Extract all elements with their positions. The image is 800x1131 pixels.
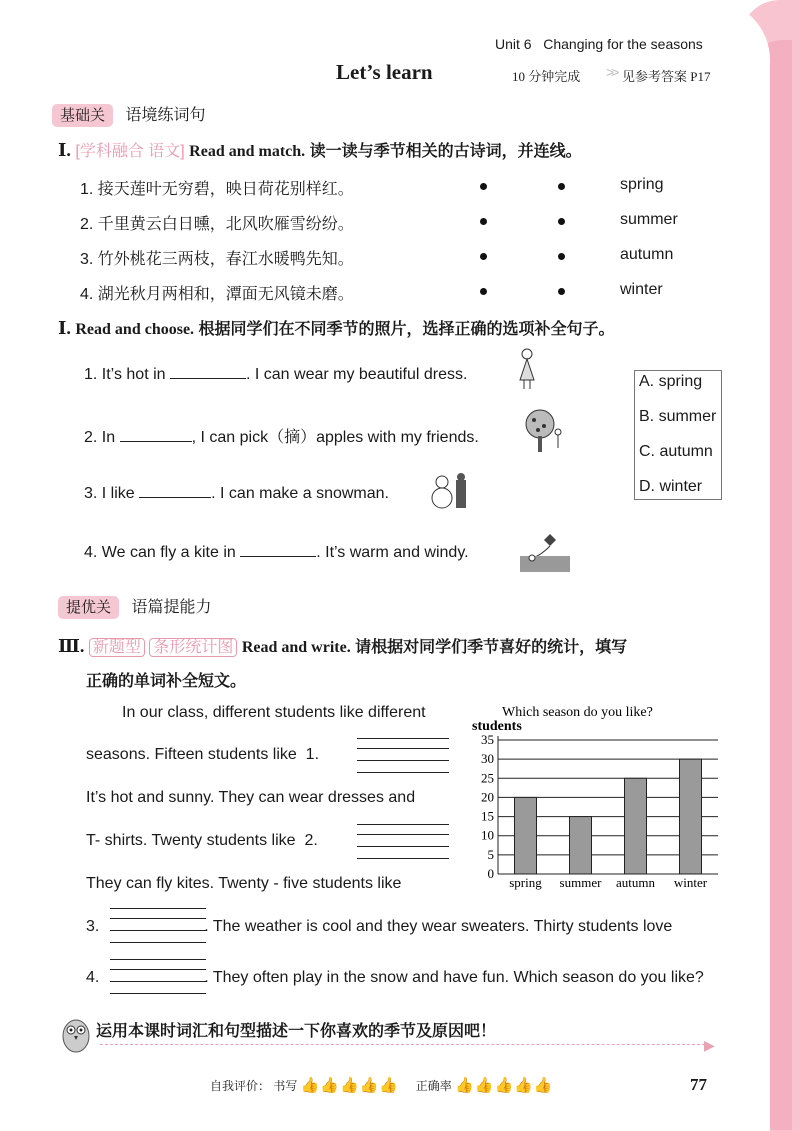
bar-chart-tag: 条形统计图 (149, 638, 237, 657)
part2-heading: Ⅰ. Read and choose. 根据同学们在不同季节的照片，选择正确的选项补全句子。 (58, 318, 615, 338)
chart-ytick-label: 25 (481, 770, 494, 786)
arrow-icon: ▶ (704, 1037, 715, 1053)
writing-line[interactable] (110, 908, 206, 909)
options-box (634, 370, 722, 500)
owl-mascot-icon (60, 1012, 92, 1054)
passage-line: It’s hot and sunny. They can wear dresses and (86, 789, 416, 806)
match-dot-left[interactable] (480, 218, 487, 225)
question-3: 3. I like . I can make a snowman. (84, 485, 389, 502)
chart-ytick-label: 15 (481, 808, 494, 824)
chart-ytick-label: 10 (481, 827, 494, 843)
writing-line[interactable] (110, 918, 206, 919)
option-d: D. winter (639, 478, 703, 495)
writing-line[interactable] (110, 981, 206, 982)
writing-line[interactable] (357, 824, 449, 825)
writing-line[interactable] (357, 738, 449, 739)
page-title: Let’s learn (336, 60, 433, 84)
answer-blank[interactable] (120, 427, 192, 442)
answer-blank[interactable] (240, 542, 316, 557)
kite-picture (520, 532, 570, 572)
passage-line: seasons. Fifteen students like 1. (86, 746, 320, 763)
writing-line[interactable] (357, 772, 449, 773)
section-advanced (58, 594, 211, 617)
chart-ytick-label: 5 (487, 846, 494, 862)
time-note: 10 分钟完成 (512, 69, 581, 84)
question-1: 1. It’s hot in . I can wear my beautiful dress. (84, 366, 468, 383)
section-subtitle: 语境练词句 (125, 107, 206, 124)
option-b: B. summer (639, 408, 717, 425)
season-word: winter (620, 281, 663, 298)
poem-line: 2. 千里黄云白日曛，北风吹雁雪纷纷。 (80, 216, 354, 233)
chart-bar-summer (570, 817, 592, 874)
season-word: autumn (620, 246, 674, 263)
writing-line[interactable] (110, 993, 206, 994)
writing-line[interactable] (110, 959, 206, 960)
apple-tree-picture (520, 408, 566, 454)
chart-title: Which season do you like? (502, 705, 653, 720)
answer-blank[interactable] (170, 364, 246, 379)
part1-heading: Ⅰ. [学科融合 语文] Read and match. 读一读与季节相关的古诗词，并连线。 (58, 140, 582, 160)
writing-line[interactable] (357, 760, 449, 761)
option-c: C. autumn (639, 443, 713, 460)
chart-ytick-label: 30 (481, 751, 494, 767)
option-a: A. spring (639, 373, 703, 390)
match-dot-right[interactable] (558, 183, 565, 190)
passage-line: 3. . The weather is cool and they wear sweaters. Thirty students love (86, 918, 673, 935)
thumbs-up-icon[interactable]: 👍👍👍👍👍 (300, 1077, 400, 1094)
dashed-divider (100, 1044, 710, 1045)
chart-ytick-label: 20 (481, 789, 494, 805)
thumbs-up-icon[interactable]: 👍👍👍👍👍 (455, 1077, 554, 1094)
new-type-tag: 新题型 (89, 638, 145, 657)
chart-bar-winter (680, 759, 702, 874)
passage-line: In our class, different students like different (122, 704, 426, 721)
chart-bar-spring (515, 797, 537, 874)
chart-ylabel: students (472, 719, 522, 734)
season-word: spring (620, 176, 664, 193)
chart-ytick-label: 0 (487, 866, 494, 881)
match-dot-left[interactable] (480, 288, 487, 295)
section-badge: 提优关 (58, 596, 119, 619)
chart-xtick-label: autumn (616, 875, 655, 890)
writing-line[interactable] (110, 969, 206, 970)
passage-line: T- shirts. Twenty students like 2. (86, 832, 318, 849)
girl-dress-picture (516, 346, 538, 390)
question-2: 2. In , I can pick（摘）apples with my friends. (84, 429, 479, 446)
arrow-icon: >> (606, 64, 617, 80)
section-badge: 基础关 (52, 104, 113, 127)
match-dot-left[interactable] (480, 253, 487, 260)
section-subtitle: 语篇提能力 (131, 599, 212, 616)
writing-line[interactable] (110, 942, 206, 943)
reflection-prompt: 运用本课时词汇和句型描述一下你喜欢的季节及原因吧！ (96, 1023, 497, 1040)
page-number: 77 (690, 1075, 707, 1094)
instruction-line2: 正确的单词补全短文。 (86, 673, 247, 690)
poem-line: 3. 竹外桃花三两枝，春江水暖鸭先知。 (80, 251, 354, 268)
match-dot-right[interactable] (558, 253, 565, 260)
match-dot-right[interactable] (558, 218, 565, 225)
part3-heading: Ⅲ. 新题型 条形统计图 Read and write. 请根据对同学们季节喜好的统计，填写 (58, 636, 628, 656)
poem-line: 4. 湖光秋月两相和，潭面无风镜未磨。 (80, 286, 354, 303)
match-dot-right[interactable] (558, 288, 565, 295)
self-evaluation: 自我评价： 书写 👍👍👍👍👍 正确率 👍👍👍👍👍 (210, 1077, 554, 1094)
chart-xtick-label: winter (673, 875, 708, 890)
writing-line[interactable] (110, 930, 206, 931)
subject-tag: [学科融合 语文] (75, 143, 185, 160)
poem-line: 1. 接天莲叶无穷碧，映日荷花别样红。 (80, 181, 354, 198)
unit-label: Unit 6 Changing for the seasons (495, 36, 703, 52)
match-dot-left[interactable] (480, 183, 487, 190)
season-word: summer (620, 211, 678, 228)
chart-bar-autumn (625, 778, 647, 874)
passage-line: 4. . They often play in the snow and have fun. Which season do you like? (86, 969, 704, 986)
answer-note: 见参考答案 P17 (622, 69, 711, 84)
answer-blank[interactable] (139, 483, 211, 498)
snowman-picture (430, 470, 470, 510)
question-4: 4. We can fly a kite in . It’s warm and windy. (84, 544, 469, 561)
chart-xtick-label: spring (509, 875, 542, 890)
passage-line: They can fly kites. Twenty - five students like (86, 875, 402, 892)
chart-xtick-label: summer (559, 875, 602, 890)
writing-line[interactable] (357, 846, 449, 847)
section-basic (52, 102, 205, 125)
writing-line[interactable] (357, 834, 449, 835)
writing-line[interactable] (357, 748, 449, 749)
writing-line[interactable] (357, 858, 449, 859)
chart-ytick-label: 35 (481, 732, 494, 747)
season-bar-chart (462, 700, 724, 892)
